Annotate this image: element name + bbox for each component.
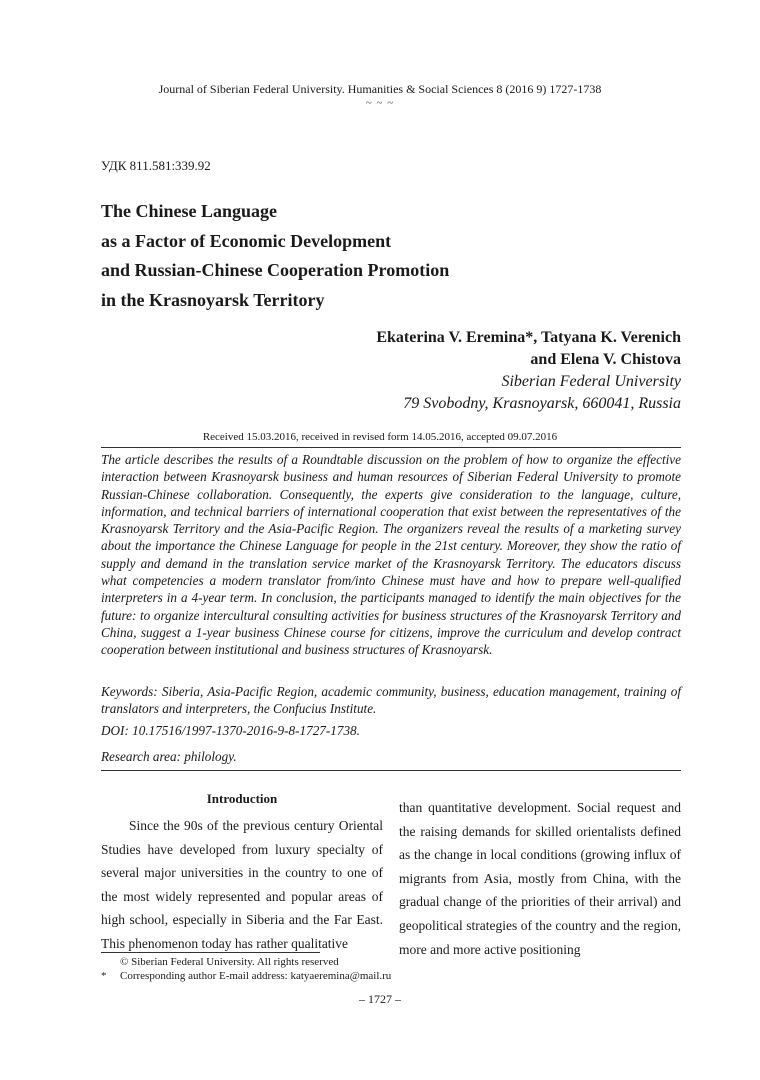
title-line: The Chinese Language (101, 201, 278, 221)
doi: DOI: 10.17516/1997-1370-2016-9-8-1727-1738. (101, 723, 360, 738)
article-title (101, 197, 449, 315)
title-line: as a Factor of Economic Development (101, 230, 392, 251)
body-column-left (101, 790, 383, 956)
body-paragraph: Since the 90s of the previous century Oriental Studies have developed from luxury specialty of several major universities in the country to one of the most widely represented and popular areas of high school, especially in Siberia and the Far East. This phenomenon today has rather qualitative (101, 818, 383, 951)
page-number: – 1727 – (359, 992, 401, 1006)
body-column-right (399, 796, 681, 961)
divider-top (101, 447, 681, 448)
body-paragraph: than quantitative development. Social request and the raising demands for skilled orientalists defined as the change in local conditions (growing influx of migrants from Asia, mostly from China, with the gradual change of the priorities of their arrival) and geopolitical strategies of the country and the region, more and more active positioning (399, 800, 681, 957)
divider-bottom (101, 770, 681, 771)
affiliation: Siberian Federal University (501, 373, 681, 390)
abstract-text: The article describes the results of a Roundtable discussion on the problem of how to organize the effective interaction between Krasnoyarsk business and human resources of Siberian Federal University to promote Russian-Chinese collaboration. Consequently, the experts give consideration to the language, culture, information, and technical barriers of international cooperation that exist between the representatives of the Krasnoyarsk Territory and the Asia-Pacific Region. The organizers reveal the results of a marketing survey about the importance the Chinese Language for people in the 21st century. Moreover, they show the ratio of supply and demand in the translation service market of the Krasnoyarsk Territory. The educators discuss what competencies a modern translator from/into Chinese must have and how to prepare well-qualified interpreters in a 4-year term. In conclusion, the participants managed to identify the main objectives for the future: to organize intercultural consulting activities for business structures of the Krasnoyarsk Territory and China, suggest a 1-year business Chinese course for citizens, improve the curriculum and develop contract cooperation between institutional and business structures of Krasnoyarsk. (101, 452, 681, 658)
section-heading: Introduction (206, 791, 278, 806)
corresponding-email: Corresponding author E-mail address: katyaeremina@mail.ru (120, 970, 392, 982)
journal-header: Journal of Siberian Federal University. Humanities & Social Sciences 8 (2016 9) 1727-1738 (158, 82, 602, 96)
authors-block (376, 327, 681, 415)
footnote-rule (101, 952, 320, 953)
author-names: Ekaterina V. Eremina*, Tatyana K. Verenich (376, 329, 681, 346)
research-area: Research area: philology. (101, 749, 237, 764)
affiliation-address: 79 Svobodny, Krasnoyarsk, 660041, Russia (403, 395, 681, 412)
abstract (101, 451, 681, 659)
received-dates: Received 15.03.2016, received in revised form 14.05.2016, accepted 09.07.2016 (202, 431, 558, 443)
title-line: and Russian-Chinese Cooperation Promotion (101, 260, 450, 280)
udk-code: УДК 811.581:339.92 (101, 158, 211, 173)
keywords: Keywords: Siberia, Asia-Pacific Region, academic community, business, education management, training of translators and interpreters, the Confucius Institute. (101, 684, 681, 717)
copyright-footnote: © Siberian Federal University. All rights reserved (120, 956, 339, 968)
corresponding-footnote (101, 969, 391, 983)
footnote-marker: * (101, 970, 107, 982)
author-names-cont: and Elena V. Chistova (530, 351, 681, 368)
header-ornament: ~ ~ ~ (365, 97, 395, 109)
title-line: in the Krasnoyarsk Territory (101, 289, 325, 310)
